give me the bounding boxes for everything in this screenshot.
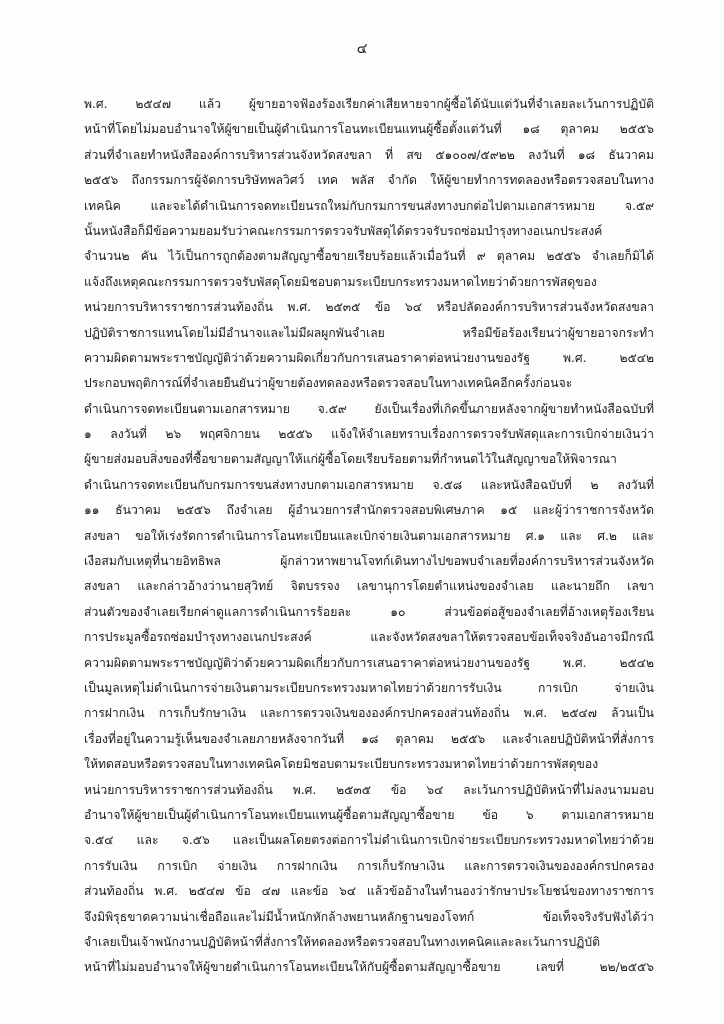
paragraph-line: จำเลยเป็นเจ้าพนักงานปฏิบัติหน้าที่สั่งการให้ทดลองหรือตรวจสอบในทางเทคนิคและละเว้นการปฏิบัติ: [84, 934, 601, 949]
paragraph-line: ประกอบพฤติการณ์ที่จำเลยยืนยันว่าผู้ขายต้องทดลองหรือตรวจสอบในทางเทคนิคอีกครั้งก่อนจะ: [84, 376, 573, 391]
paragraph-line: ส่วนตัวของจำเลยเรียกค่าดูแลการดำเนินการร้อยละ ๑๐ ส่วนข้อต่อสู้ของจำเลยที่อ้างเหตุร้องเรียน: [84, 604, 654, 619]
page-number: ๔: [356, 41, 368, 57]
paragraph-line: ๒๕๕๖ ถึงกรรมการผู้จัดการบริษัทพลวิศว์ เทค พลัส จำกัด ให้ผู้ขายทำการทดลองหรือตรวจสอบในทาง: [84, 173, 654, 188]
paragraph-line: ความผิดตามพระราชบัญญัติว่าด้วยความผิดเกี่ยวกับการเสนอราคาต่อหน่วยงานของรัฐ พ.ศ. ๒๕๔๒: [84, 655, 654, 670]
paragraph-line: ผู้ขายส่งมอบสิ่งของที่ซื้อขายตามสัญญาให้แก่ผู้ซื้อโดยเรียบร้อยตามที่กำหนดไว้ในสัญญาขอให้พิจารณา: [84, 452, 617, 467]
body-paragraph: [84, 92, 654, 992]
paragraph-line: ปฏิบัติราชการแทนโดยไม่มีอำนาจและไม่มีผลผูกพันจำเลย หรือมีข้อร้องเรียนว่าผู้ขายอาจกระทำ: [84, 325, 654, 340]
paragraph-line: เรื่องที่อยู่ในความรู้เห็นของจำเลยภายหลังจากวันที่ ๑๘ ตุลาคม ๒๕๕๖ และจำเลยปฏิบัติหน้าที่สั่งการ: [84, 731, 654, 746]
paragraph-line: ดำเนินการจดทะเบียนกับกรมการขนส่งทางบกตามเอกสารหมาย จ.๕๘ และหนังสือฉบับที่ ๒ ลงวันที่: [84, 477, 654, 492]
paragraph-line: อำนาจให้ผู้ขายเป็นผู้ดำเนินการโอนทะเบียนแทนผู้ซื้อตามสัญญาซื้อขาย ข้อ ๖ ตามเอกสารหมาย: [84, 807, 654, 822]
paragraph-line: ให้ทดสอบหรือตรวจสอบในทางเทคนิคโดยมิชอบตามระเบียบกระทรวงมหาดไทยว่าด้วยการพัสดุของ: [84, 757, 599, 772]
paragraph-line: ส่วนท้องถิ่น พ.ศ. ๒๕๔๗ ข้อ ๔๗ และข้อ ๖๔ แล้วข้ออ้างในทำนองว่ารักษาประโยชน์ของทางราชการ: [84, 884, 654, 899]
paragraph-line: ๑ ลงวันที่ ๒๖ พฤศจิกายน ๒๕๕๖ แจ้งให้จำเลยทราบเรื่องการตรวจรับพัสดุและการเบิกจ่ายเงินว่า: [84, 427, 654, 442]
paragraph-line: เงือสมกับเหตุที่นายอิทธิพล ผู้กล่าวหาพยานโจทก์เดินทางไปขอพบจำเลยที่องค์การบริหารส่วนจังหวัด: [84, 554, 654, 569]
paragraph-line: จำนวน๒ คัน ไว้เป็นการถูกต้องตามสัญญาซื้อขายเรียบร้อยแล้วเมื่อวันที่ ๙ ตุลาคม ๒๕๕๖ จำเลยก็มิได้: [84, 249, 654, 264]
paragraph-line: นั้นหนังสือก็มีข้อความยอมรับว่าคณะกรรมการตรวจรับพัสดุได้ตรวจรับรถซ่อมบำรุงทางอเนกประสงค์: [84, 223, 603, 238]
paragraph-line: ส่วนที่จำเลยทำหนังสือองค์การบริหารส่วนจังหวัดสงขลา ที่ สข ๕๑๐๐๗/๕๙๒๒ ลงวันที่ ๑๘ ธันวาคม: [84, 147, 654, 162]
paragraph-line: แจ้งถึงเหตุคณะกรรมการตรวจรับพัสดุโดยมิชอบตามระเบียบกระทรวงมหาดไทยว่าด้วยการพัสดุของ: [84, 274, 597, 289]
paragraph-line: การรับเงิน การเบิก จ่ายเงิน การฝากเงิน การเก็บรักษาเงิน และการตรวจเงินขององค์กรปกครอง: [84, 858, 654, 873]
paragraph-line: หน่วยการบริหารราชการส่วนท้องถิ่น พ.ศ. ๒๕๓๕ ข้อ ๖๔ หรือปลัดองค์การบริหารส่วนจังหวัดสงขลา: [84, 300, 654, 315]
paragraph-line: ๑๑ ธันวาคม ๒๕๕๖ ถึงจำเลย ผู้อำนวยการสำนักตรวจสอบพิเศษภาค ๑๕ และผู้ว่าราชการจังหวัด: [84, 503, 654, 518]
paragraph-line: จึงมิพิรุธขาดความน่าเชื่อถือและไม่มีน้ำหนักหักล้างพยานหลักฐานของโจทก์ ข้อเท็จจริงรับฟังได้ว่า: [84, 909, 654, 924]
paragraph-line: ดำเนินการจดทะเบียนตามเอกสารหมาย จ.๕๙ ยังเป็นเรื่องที่เกิดขึ้นภายหลังจากผู้ขายทำหนังสือฉบับที่: [84, 401, 654, 416]
paragraph-line: เทคนิค และจะได้ดำเนินการจดทะเบียนรถใหม่กับกรมการขนส่งทางบกต่อไปตามเอกสารหมาย จ.๕๙: [84, 198, 654, 213]
paragraph-line: ความผิดตามพระราชบัญญัติว่าด้วยความผิดเกี่ยวกับการเสนอราคาต่อหน่วยงานของรัฐ พ.ศ. ๒๕๔๒: [84, 350, 654, 365]
paragraph-line: หน่วยการบริหารราชการส่วนท้องถิ่น พ.ศ. ๒๕๓๕ ข้อ ๖๔ ละเว้นการปฏิบัติหน้าที่ไม่ลงนามมอบ: [84, 782, 654, 797]
paragraph-line: สงขลา ขอให้เร่งรัดการดำเนินการโอนทะเบียนและเบิกจ่ายเงินตามเอกสารหมาย ศ.๑ และ ศ.๒ และ: [84, 528, 654, 543]
paragraph-line: การฝากเงิน การเก็บรักษาเงิน และการตรวจเงินขององค์กรปกครองส่วนท้องถิ่น พ.ศ. ๒๕๔๗ ล้วนเป็น: [84, 706, 654, 721]
paragraph-line: สงขลา และกล่าวอ้างว่านายสุวิทย์ จิตบรรจง เลขานุการโดยตำแหน่งของจำเลย และนายถึก เลขา: [84, 579, 654, 594]
paragraph-line: การประมูลซื้อรถซ่อมบำรุงทางอเนกประสงค์ และจังหวัดสงขลาให้ตรวจสอบข้อเท็จจริงอันอาจมีกรณี: [84, 630, 654, 645]
paragraph-line: จ.๕๔ และ จ.๕๖ และเป็นผลโดยตรงต่อการไม่ดำเนินการเบิกจ่ายระเบียบกระทรวงมหาดไทยว่าด้วย: [84, 833, 654, 848]
paragraph-line: พ.ศ. ๒๕๔๗ แล้ว ผู้ขายอาจฟ้องร้องเรียกค่าเสียหายจากผู้ซื้อได้นับแต่วันที่จำเลยละเว้นการปฏิบัติ: [84, 97, 654, 111]
paragraph-line: เป็นมูลเหตุไม่ดำเนินการจ่ายเงินตามระเบียบกระทรวงมหาดไทยว่าด้วยการรับเงิน การเบิก จ่ายเงิน: [84, 680, 654, 695]
paragraph-line: หน้าที่ไม่มอบอำนาจให้ผู้ขายดำเนินการโอนทะเบียนให้กับผู้ซื้อตามสัญญาซื้อขาย เลขที่ ๒๒/๒๕๕๖: [84, 960, 654, 975]
paragraph-line: หน้าที่โดยไม่มอบอำนาจให้ผู้ขายเป็นผู้ดำเนินการโอนทะเบียนแทนผู้ซื้อตั้งแต่วันที่ ๑๘ ตุลาคม ๒๕๕๖: [84, 122, 654, 137]
